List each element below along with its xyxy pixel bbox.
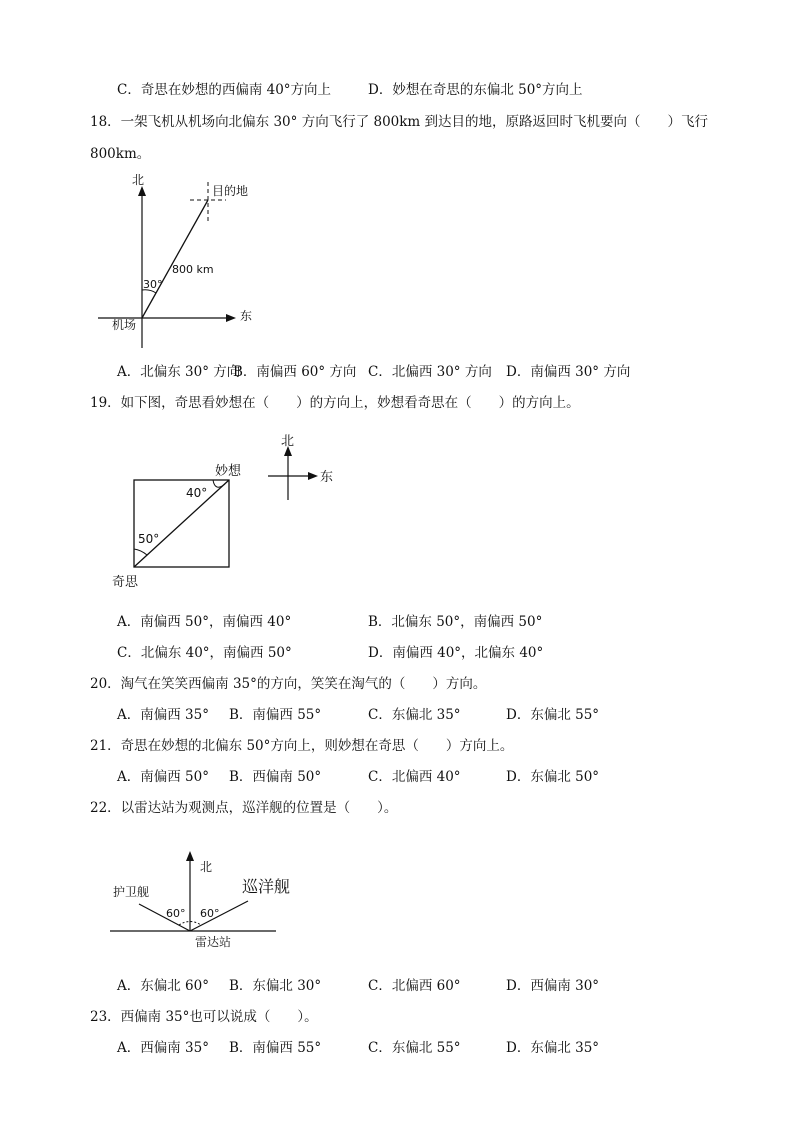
q22-angle-right-label: 60°: [200, 907, 220, 920]
q22-radar-label: 雷达站: [195, 935, 232, 949]
q22-option-d: D．西偏南 30°: [506, 978, 600, 994]
q18-east-label: 东: [240, 309, 253, 323]
q20-option-d: D．东偏北 55°: [506, 707, 600, 723]
q18-option-c: C．北偏西 30° 方向: [368, 364, 492, 380]
q23-option-d: D．东偏北 35°: [506, 1040, 600, 1056]
q19-option-b: B．北偏东 50°，南偏西 50°: [368, 614, 543, 630]
q23-option-a: A．西偏南 35°: [117, 1040, 209, 1056]
q21-option-a: A．南偏西 50°: [117, 769, 209, 785]
q18-option-a: A．北偏东 30° 方向: [117, 364, 241, 380]
q18-angle-label: 30°: [143, 278, 163, 291]
q20-option-b: B．南偏西 55°: [229, 707, 322, 723]
q20-option-c: C．东偏北 35°: [368, 707, 461, 723]
q21-option-c: C．北偏西 40°: [368, 769, 461, 785]
q17-option-d: D．妙想在奇思的东偏北 50°方向上: [368, 82, 583, 98]
q19-option-d: D．南偏西 40°，北偏东 40°: [368, 645, 544, 661]
q22-option-b: B．东偏北 30°: [229, 978, 322, 994]
q18-option-b: B．南偏西 60° 方向: [233, 364, 357, 380]
q19-stem: 19．如下图，奇思看妙想在（ ）的方向上，妙想看奇思在（ ）的方向上。: [90, 395, 580, 411]
q19-qisi-label: 奇思: [112, 575, 139, 590]
q21-option-b: B．西偏南 50°: [229, 769, 322, 785]
q23-stem: 23．西偏南 35°也可以说成（ ）。: [90, 1009, 318, 1025]
q17-option-c: C．奇思在妙想的西偏南 40°方向上: [117, 82, 332, 98]
q23-option-c: C．东偏北 55°: [368, 1040, 461, 1056]
q20-option-a: A．南偏西 35°: [117, 707, 209, 723]
q21-option-d: D．东偏北 50°: [506, 769, 600, 785]
q19-miaoxiang-label: 妙想: [215, 464, 242, 479]
q22-option-c: C．北偏西 60°: [368, 978, 461, 994]
q18-north-label: 北: [132, 173, 145, 187]
q19-compass-east-label: 东: [320, 470, 334, 485]
q21-stem: 21．奇思在妙想的北偏东 50°方向上，则妙想在奇思（ ）方向上。: [90, 738, 514, 754]
q19-option-a: A．南偏西 50°，南偏西 40°: [117, 614, 292, 630]
q22-stem: 22．以雷达站为观测点，巡洋舰的位置是（ ）。: [90, 800, 398, 816]
q22-angle-left-label: 60°: [166, 907, 186, 920]
q18-dest-label: 目的地: [212, 184, 249, 198]
q18-stem-line1: 18．一架飞机从机场向北偏东 30° 方向飞行了 800km 到达目的地，原路返回时飞机要向（ ）飞行: [90, 114, 709, 130]
q18-airport-label: 机场: [112, 318, 137, 332]
q23-option-b: B．南偏西 55°: [229, 1040, 322, 1056]
q19-compass-north-label: 北: [281, 434, 295, 449]
q22-option-a: A．东偏北 60°: [117, 978, 209, 994]
q18-distance-label: 800 km: [172, 263, 214, 276]
q19-angle-top-label: 40°: [186, 486, 208, 500]
q18-option-d: D．南偏西 30° 方向: [506, 364, 631, 380]
q19-angle-bottom-label: 50°: [138, 532, 160, 546]
q20-stem: 20．淘气在笑笑西偏南 35°的方向，笑笑在淘气的（ ）方向。: [90, 676, 487, 692]
q18-stem-line2: 800km。: [90, 146, 151, 162]
q22-frigate-label: 护卫舰: [113, 885, 150, 899]
q22-cruiser-label: 巡洋舰: [242, 877, 291, 896]
q19-option-c: C．北偏东 40°，南偏西 50°: [117, 645, 292, 661]
q22-north-label: 北: [200, 860, 213, 874]
q22-north-arrow-icon: [186, 851, 194, 861]
